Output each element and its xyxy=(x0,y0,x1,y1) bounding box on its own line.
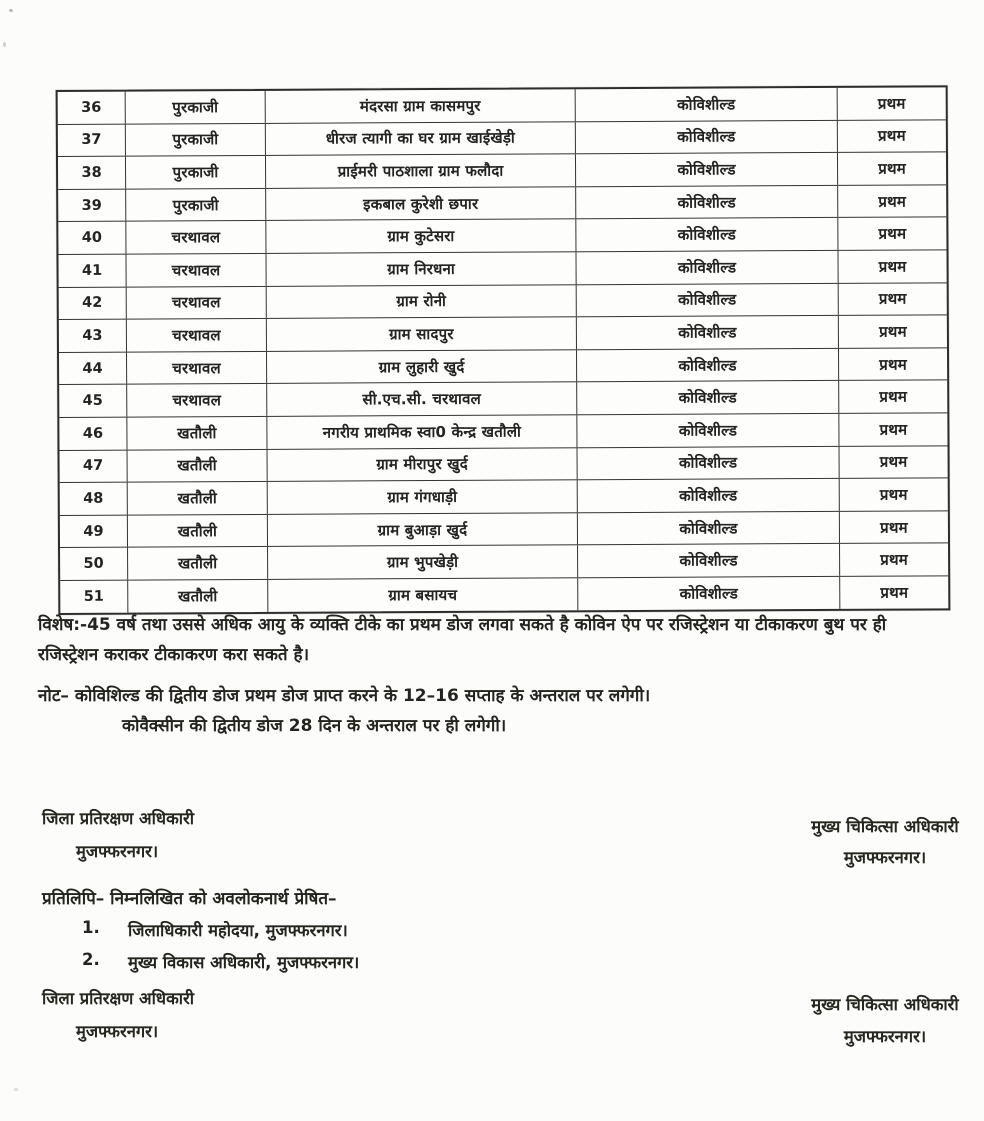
table-row xyxy=(60,576,948,612)
cell-vaccine-name: कोविशील्ड xyxy=(577,283,839,316)
notes-section xyxy=(38,610,954,741)
cell-block-name: पुरकाजी xyxy=(126,156,266,188)
copy-item-number: 1. xyxy=(82,918,100,937)
note-line2: कोवैक्सीन की द्वितीय डोज 28 दिन के अन्तराल पर ही लगेगी। xyxy=(122,716,507,736)
cell-serial-number: 38 xyxy=(58,157,126,189)
cell-serial-number: 49 xyxy=(60,515,128,547)
cell-center-name: ग्राम गंगधाड़ी xyxy=(268,480,578,513)
officer-title: जिला प्रतिरक्षण अधिकारी xyxy=(42,989,195,1008)
cell-dose-type: प्रथम xyxy=(878,257,907,276)
cell-dose-type: प्रथम xyxy=(880,518,908,537)
copy-heading: प्रतिलिपि– निम्नलिखित को अवलोकनार्थ प्रेषित– xyxy=(42,889,337,909)
cell-center-name: ग्राम मीरापुर खुर्द xyxy=(268,448,578,481)
cell-serial-number: 44 xyxy=(59,352,127,384)
scan-artifact xyxy=(3,42,6,47)
cell-serial-number: 39 xyxy=(58,189,126,221)
cell-dose-type: प्रथम xyxy=(880,583,909,602)
cell-center-name: ग्राम रोनी xyxy=(267,285,577,318)
signature-chief-medical-officer-bottom xyxy=(796,992,974,1047)
special-note-line2: रजिस्ट्रेशन कराकर टीकाकरण करा सकते है। xyxy=(38,645,310,665)
cell-vaccine-name: कोविशील्ड xyxy=(578,577,840,610)
cell-dose-type: प्रथम xyxy=(879,452,908,472)
cell-vaccine-name: कोविशील्ड xyxy=(578,512,840,545)
copy-item-text: मुख्य विकास अधिकारी, मुजफ्फरनगर। xyxy=(128,953,360,972)
cell-block-name: खतौली xyxy=(128,482,268,514)
cell-center-name: प्राईमरी पाठशाला ग्राम फलौदा xyxy=(266,154,576,187)
cell-serial-number: 50 xyxy=(60,548,128,580)
table-row xyxy=(59,413,947,450)
cell-vaccine-name: कोविशील्ड xyxy=(577,414,839,447)
cell-serial-number: 36 xyxy=(58,92,126,124)
table-row xyxy=(59,381,947,418)
cell-dose-type: प्रथम xyxy=(879,355,907,374)
cell-serial-number: 37 xyxy=(58,124,126,156)
cell-dose-type: प्रथम xyxy=(880,550,908,569)
copy-item-text: जिलाधिकारी महोदया, मुजफ्फरनगर। xyxy=(128,921,348,940)
cell-dose-type: प्रथम xyxy=(879,420,908,439)
officer-place: मुजफ्फरनगर। xyxy=(843,1027,927,1046)
cell-block-name: चरथावल xyxy=(127,384,267,416)
cell-serial-number: 45 xyxy=(59,385,127,417)
cell-dose-type: प्रथम xyxy=(878,192,907,211)
cell-dose-type: प्रथम xyxy=(879,387,908,406)
scan-artifact xyxy=(14,1088,18,1091)
officer-place: मुजफ्फरनगर। xyxy=(76,1022,159,1041)
cell-block-name: खतौली xyxy=(128,449,268,481)
scan-artifact xyxy=(9,8,14,12)
cell-block-name: चरथावल xyxy=(126,254,266,286)
cell-center-name: ग्राम भुपखेड़ी xyxy=(268,546,578,579)
table-row xyxy=(58,87,946,124)
cell-vaccine-name: कोविशील्ड xyxy=(578,446,840,479)
table-row xyxy=(60,478,948,515)
note-line1: नोट– कोविशिल्ड की द्वितीय डोज प्रथम डोज प्राप्त करने के 12–16 सप्ताह के अन्तराल पर लगेगी। xyxy=(38,686,651,706)
cell-vaccine-name: कोविशील्ड xyxy=(577,316,839,349)
cell-center-name: ग्राम बसायच xyxy=(268,578,578,611)
officer-place: मुजफ्फरनगर। xyxy=(76,842,159,861)
cell-block-name: खतौली xyxy=(128,547,268,579)
cell-center-name: इकबाल कुरेशी छपार xyxy=(266,187,576,220)
cell-vaccine-name: कोविशील्ड xyxy=(576,218,838,251)
cell-center-name: नगरीय प्राथमिक स्वा0 केन्द्र खतौली xyxy=(267,415,577,448)
signature-district-immunization-officer-bottom xyxy=(42,986,194,1042)
cell-center-name: ग्राम बुआड़ा खुर्द xyxy=(268,513,578,546)
cell-center-name: सी.एच.सी. चरथावल xyxy=(267,383,577,416)
cell-center-name: धीरज त्यागी का घर ग्राम खाईखेड़ी xyxy=(266,122,576,155)
officer-place: मुजफ्फरनगर। xyxy=(843,848,927,867)
table-row xyxy=(58,218,946,255)
cell-serial-number: 42 xyxy=(59,287,127,319)
cell-serial-number: 48 xyxy=(60,483,128,515)
cell-dose-type: प्रथम xyxy=(878,224,907,243)
officer-title: मुख्य चिकित्सा अधिकारी xyxy=(811,995,959,1014)
cell-vaccine-name: कोविशील्ड xyxy=(576,153,838,186)
cell-serial-number: 43 xyxy=(59,320,127,352)
cell-center-name: ग्राम निरधना xyxy=(266,252,576,285)
cell-serial-number: 41 xyxy=(58,255,126,287)
cell-dose-type: प्रथम xyxy=(877,94,906,113)
table-row xyxy=(60,446,948,483)
copy-item xyxy=(42,918,642,941)
vaccination-centers-table xyxy=(56,85,951,614)
cell-block-name: पुरकाजी xyxy=(126,91,266,123)
cell-block-name: खतौली xyxy=(127,417,267,449)
table-row xyxy=(58,185,946,222)
cell-vaccine-name: कोविशील्ड xyxy=(577,349,839,382)
cell-serial-number: 46 xyxy=(59,418,127,450)
cell-dose-type: प्रथम xyxy=(877,126,906,146)
cell-vaccine-name: कोविशील्ड xyxy=(576,88,838,121)
cell-block-name: पुरकाजी xyxy=(126,123,266,155)
cell-dose-type: प्रथम xyxy=(879,485,908,504)
cell-vaccine-name: कोविशील्ड xyxy=(578,544,840,577)
cell-block-name: खतौली xyxy=(128,515,268,547)
officer-title: जिला प्रतिरक्षण अधिकारी xyxy=(42,809,195,828)
note-block xyxy=(38,681,954,741)
cell-dose-type: प्रथम xyxy=(878,322,907,341)
cell-serial-number: 51 xyxy=(60,581,128,613)
table-row xyxy=(58,250,946,287)
cell-center-name: ग्राम सादपुर xyxy=(267,317,577,350)
signature-chief-medical-officer-top xyxy=(796,814,974,868)
cell-dose-type: प्रथम xyxy=(878,159,906,178)
cell-vaccine-name: कोविशील्ड xyxy=(578,479,840,512)
special-note-line1: विशेष:-45 वर्ष तथा उससे अधिक आयु के व्यक्ति टीके का प्रथम डोज लगवा सकते है कोविन ऐप पर रजिस्ट्रेशन या टीकाकरण बुथ पर ही xyxy=(38,615,887,635)
cell-block-name: खतौली xyxy=(128,580,268,612)
cell-center-name: ग्राम कुटेसरा xyxy=(266,220,576,253)
cell-center-name: मंदरसा ग्राम कासमपुर xyxy=(266,89,576,122)
table-row xyxy=(60,511,948,548)
copy-section xyxy=(42,886,642,973)
cell-vaccine-name: कोविशील्ड xyxy=(577,381,839,414)
cell-vaccine-name: कोविशील्ड xyxy=(576,251,838,284)
cell-block-name: चरथावल xyxy=(127,286,267,318)
cell-center-name: ग्राम लुहारी खुर्द xyxy=(267,350,577,383)
copy-item-number: 2. xyxy=(82,950,100,969)
table-row xyxy=(60,544,948,581)
cell-serial-number: 47 xyxy=(60,450,128,482)
cell-dose-type: प्रथम xyxy=(878,289,907,309)
cell-vaccine-name: कोविशील्ड xyxy=(576,121,838,154)
cell-block-name: चरथावल xyxy=(126,221,266,253)
officer-title: मुख्य चिकित्सा अधिकारी xyxy=(811,817,959,836)
cell-vaccine-name: कोविशील्ड xyxy=(576,186,838,219)
cell-serial-number: 40 xyxy=(58,222,126,254)
copy-item xyxy=(42,950,642,973)
cell-block-name: चरथावल xyxy=(127,319,267,351)
table-row xyxy=(59,315,947,352)
signature-district-immunization-officer-top xyxy=(42,806,194,862)
table-row xyxy=(59,348,947,385)
table-row xyxy=(58,153,946,190)
cell-block-name: पुरकाजी xyxy=(126,189,266,221)
cell-block-name: चरथावल xyxy=(127,352,267,384)
table-row xyxy=(59,283,947,320)
table-row xyxy=(58,120,946,157)
